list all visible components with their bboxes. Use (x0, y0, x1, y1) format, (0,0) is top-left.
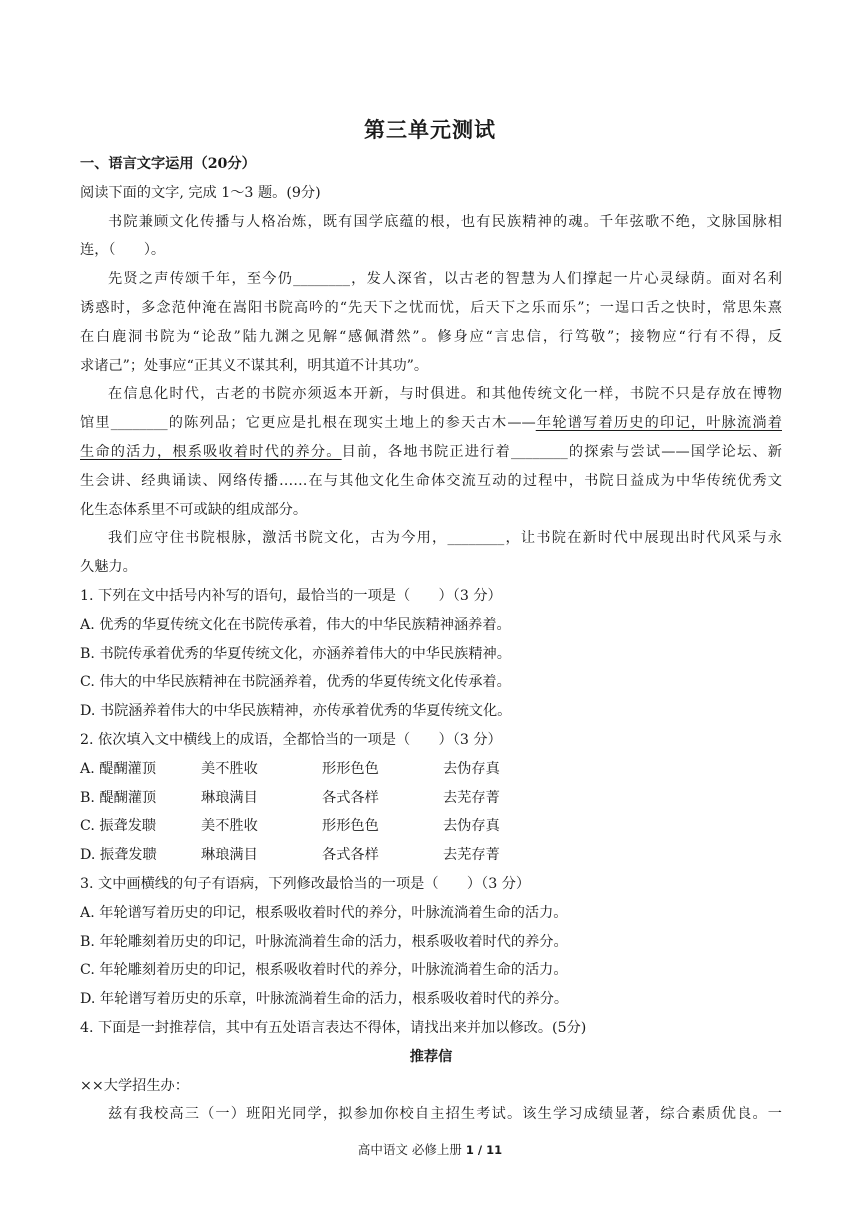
question-3-option: B. 年轮雕刻着历史的印记，叶脉流淌着生命的活力，根系吸收着时代的养分。 (80, 933, 568, 950)
question-3-option: C. 年轮雕刻着历史的印记，根系吸收着时代的养分，叶脉流淌着生命的活力。 (80, 962, 568, 979)
page-number: 1 / 11 (465, 1143, 503, 1157)
option-cell: C. 振聋发聩 (80, 818, 157, 835)
document-body (80, 150, 782, 1129)
passage-text: 馆里________的陈列品；它更应是扎根在现实土地上的参天古木—— (80, 415, 536, 432)
question-2-option-row (80, 755, 782, 784)
letter-salutation: ××大学招生办： (80, 1077, 189, 1094)
option-cell: 琳琅满目 (201, 847, 258, 864)
option-cell: 美不胜收 (201, 760, 258, 777)
question-2-option-row (80, 784, 782, 813)
passage-line: 连，（ ）。 (80, 242, 166, 259)
option-cell: 美不胜收 (201, 818, 258, 835)
section-heading: 一、语言文字运用（20分） (80, 156, 256, 172)
passage-line: 先贤之声传颂千年，至今仍________，发人深省，以古老的智慧为人们撑起一片心灵绿荫。面对名利 (108, 271, 782, 288)
question-3-stem: 3. 文中画横线的句子有语病，下列修改最恰当的一项是（ ）（3 分） (80, 875, 531, 892)
passage-line: 诱惑时，多念范仲淹在嵩阳书院高吟的“先天下之忧而忧，后天下之乐而乐”；一逞口舌之快时，常思朱熹 (80, 299, 782, 316)
underlined-sentence: 生命的活力，根系吸收着时代的养分。 (80, 443, 342, 460)
option-cell: 形形色色 (322, 760, 379, 777)
question-1-option: C. 伟大的中华民族精神在书院涵养着，优秀的华夏传统文化传承着。 (80, 674, 511, 691)
question-1-option: D. 书院涵养着伟大的中华民族精神，亦传承着优秀的华夏传统文化。 (80, 703, 512, 720)
footer-text: 高中语文 必修上册 (357, 1142, 462, 1157)
letter-body-line: 兹有我校高三（一）班阳光同学，拟参加你校自主招生考试。该生学习成绩显著，综合素质优良。一 (108, 1106, 782, 1123)
page-title: 第三单元测试 (364, 117, 496, 142)
option-cell: 各式各样 (322, 789, 379, 806)
passage-line: 求诸己”；处事应“正其义不谋其利，明其道不计其功”。 (80, 357, 429, 374)
option-cell: 形形色色 (322, 818, 379, 835)
passage-line: 书院兼顾文化传播与人格冶炼，既有国学底蕴的根，也有民族精神的魂。千年弦歌不绝，文脉国脉相 (108, 213, 782, 230)
option-cell: B. 醍醐灌顶 (80, 789, 157, 806)
page-footer (0, 1140, 860, 1158)
passage-line: 在白鹿洞书院为“论敌”陆九渊之见解“感佩潸然”。修身应“言忠信，行笃敬”；接物应“行有不得，反 (80, 328, 782, 345)
question-3-option: D. 年轮谱写着历史的乐章，叶脉流淌着生命的活力，根系吸收着时代的养分。 (80, 991, 569, 1008)
question-4-stem: 4. 下面是一封推荐信，其中有五处语言表达不得体，请找出来并加以修改。(5分) (80, 1019, 587, 1036)
passage-line (80, 409, 782, 438)
passage-line: 我们应守住书院根脉，激活书院文化，古为今用，________，让书院在新时代中展现出时代风采与永 (108, 530, 782, 547)
letter-title: 推荐信 (409, 1048, 453, 1065)
question-2-option-row (80, 812, 782, 841)
question-1-stem: 1. 下列在文中括号内补写的语句，最恰当的一项是（ ）（3 分） (80, 587, 502, 604)
reading-instruction: 阅读下面的文字, 完成 1～3 题。(9分) (80, 184, 321, 201)
option-cell: 去伪存真 (443, 760, 500, 777)
passage-line: 久魅力。 (80, 559, 137, 576)
passage-line: 化生态体系里不可或缺的组成部分。 (80, 501, 308, 518)
option-cell: 琳琅满目 (201, 789, 258, 806)
question-1-option: A. 优秀的华夏传统文化在书院传承着，伟大的中华民族精神涵养着。 (80, 616, 511, 633)
question-2-stem: 2. 依次填入文中横线上的成语，全都恰当的一项是（ ）（3 分） (80, 731, 502, 748)
option-cell: 去芜存菁 (443, 789, 500, 806)
underlined-sentence: 年轮谱写着历史的印记，叶脉流淌着 (535, 415, 782, 432)
option-cell: A. 醍醐灌顶 (80, 760, 157, 777)
option-cell: D. 振聋发聩 (80, 847, 157, 864)
question-1-option: B. 书院传承着优秀的华夏传统文化，亦涵养着伟大的中华民族精神。 (80, 645, 511, 662)
passage-line: 在信息化时代，古老的书院亦须返本开新，与时俱进。和其他传统文化一样，书院不只是存放在博物 (108, 386, 782, 403)
question-3-option: A. 年轮谱写着历史的印记，根系吸收着时代的养分，叶脉流淌着生命的活力。 (80, 904, 568, 921)
passage-line (80, 438, 782, 467)
question-2-option-row (80, 841, 782, 870)
passage-text: 目前，各地书院正进行着________的探索与尝试——国学论坛、新 (341, 443, 782, 460)
option-cell: 去伪存真 (443, 818, 500, 835)
passage-line: 生会讲、经典诵读、网络传播……在与其他文化生命体交流互动的过程中，书院日益成为中华传统优秀文 (80, 472, 782, 489)
option-cell: 各式各样 (322, 847, 379, 864)
option-cell: 去芜存菁 (443, 847, 500, 864)
